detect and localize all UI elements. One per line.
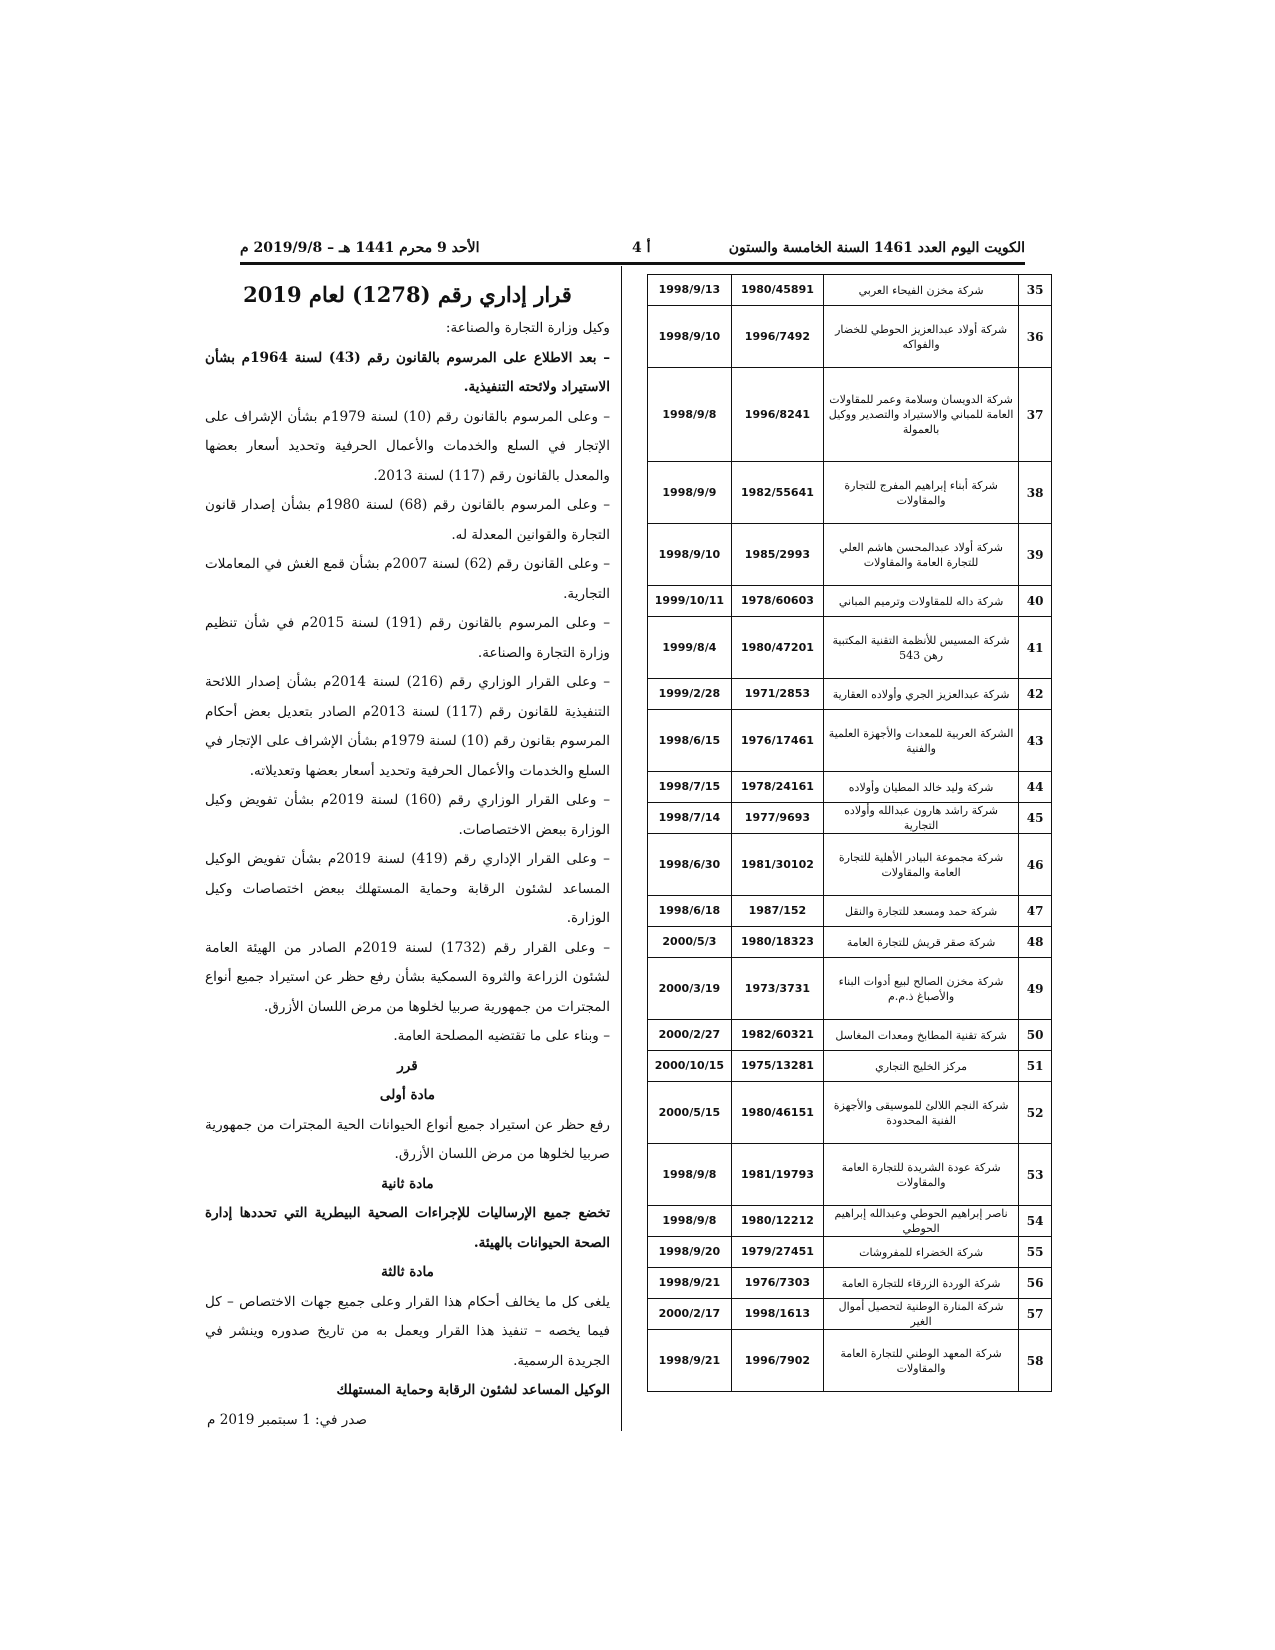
table-row [648,834,1052,896]
article-1-text: رفع حظر عن استيراد جميع أنواع الحيوانات الحية المجترات من جمهورية صربيا لخلوها من مرض اللسان الأزرق. [205,1116,610,1162]
company-name: شركة الوردة الزرقاء للتجارة العامة [824,1268,1019,1299]
registration-number: 1977/9693 [731,803,823,834]
registration-number: 1987/152 [731,896,823,927]
companies-table-body [648,275,1052,1392]
company-name: شركة الخضراء للمفروشات [824,1237,1019,1268]
preamble-7: – وعلى القرار الوزاري رقم (160) لسنة 2019م بشأن تفويض وكيل الوزارة ببعض الاختصاصات. [205,792,611,838]
article-3-title: مادة ثالثة [381,1264,434,1280]
table-row [648,896,1052,927]
registration-number: 1982/55641 [731,462,823,524]
article-1-title: مادة أولى [379,1087,436,1103]
registration-date: 1998/9/13 [648,275,732,306]
registration-number: 1981/19793 [731,1144,823,1206]
preamble-10: – وبناء على ما تقتضيه المصلحة العامة. [393,1028,610,1044]
registration-date: 1998/6/18 [648,896,732,927]
registration-number: 1980/18323 [731,927,823,958]
row-number: 35 [1019,275,1052,306]
table-row [648,275,1052,306]
registration-number: 1980/46151 [731,1082,823,1144]
page-number: أ 4 [632,240,651,256]
registration-number: 1996/7492 [731,306,823,368]
row-number: 37 [1019,368,1052,462]
company-name: شركة صقر قريش للتجارة العامة [824,927,1019,958]
company-name: شركة داله للمقاولات وترميم المباني [824,586,1019,617]
registration-number: 1978/24161 [731,772,823,803]
row-number: 56 [1019,1268,1052,1299]
row-number: 58 [1019,1330,1052,1392]
registration-number: 1979/27451 [731,1237,823,1268]
preamble-4: – وعلى القانون رقم (62) لسنة 2007م بشأن قمع الغش في المعاملات التجارية. [205,556,610,602]
registration-number: 1982/60321 [731,1020,823,1051]
administrative-decision [205,276,610,1435]
table-row [648,1330,1052,1392]
registration-date: 1999/10/11 [648,586,732,617]
row-number: 51 [1019,1051,1052,1082]
article-3-text: يلغى كل ما يخالف أحكام هذا القرار وعلى جميع جهات الاختصاص – كل فيما يخصه – تنفيذ هذا القرار ويعمل به من تاريخ صدوره وينشر في الجريدة الرسمية. [205,1293,610,1369]
company-name: شركة تقنية المطابخ ومعدات المغاسل [824,1020,1019,1051]
preamble-3: – وعلى المرسوم بالقانون رقم (68) لسنة 1980م بشأن إصدار قانون التجارة والقوانين المعدلة له. [205,497,610,543]
decided-heading: قرر [397,1057,418,1074]
preamble-1: – بعد الاطلاع على المرسوم بالقانون رقم (43) لسنة 1964م بشأن الاستيراد ولائحته التنفيذية. [205,349,611,395]
table-row [648,679,1052,710]
registration-number: 1976/7303 [731,1268,823,1299]
registration-date: 2000/2/17 [648,1299,732,1330]
table-row [648,462,1052,524]
table-row [648,1206,1052,1237]
registration-date: 2000/5/15 [648,1082,732,1144]
preamble-8: – وعلى القرار الإداري رقم (419) لسنة 2019م بشأن تفويض الوكيل المساعد لشئون الرقابة وحماية المستهلك ببعض اختصاصات وكيل الوزارة. [205,851,610,926]
registration-number: 1975/13281 [731,1051,823,1082]
registration-date: 1998/9/20 [648,1237,732,1268]
company-name: شركة المعهد الوطني للتجارة العامة والمقاولات [824,1330,1019,1392]
row-number: 43 [1019,710,1052,772]
registration-date: 1998/9/9 [648,462,732,524]
registration-date: 2000/5/3 [648,927,732,958]
company-name: شركة عودة الشريدة للتجارة العامة والمقاولات [824,1144,1019,1206]
preamble-6: – وعلى القرار الوزاري رقم (216) لسنة 2014م بشأن إصدار اللائحة التنفيذية للقانون رقم (117) لسنة 2013م الصادر بتعديل بعض أحكام المرسوم بقانون رقم (10) لسنة 1979م بشأن الإشراف على الإتجار في السلع والخدمات والأعمال الحرفية وتحديد أسعار بعضها وتعديلاته. [205,674,611,779]
table-row [648,1268,1052,1299]
signatory-title: الوكيل المساعد لشئون الرقابة وحماية المستهلك [336,1382,610,1398]
registration-date: 1998/6/15 [648,710,732,772]
page-header [240,240,1025,265]
row-number: 47 [1019,896,1052,927]
decision-title: قرار إداري رقم (1278) لعام 2019 [243,282,572,307]
registration-date: 1999/2/28 [648,679,732,710]
registration-date: 1999/8/4 [648,617,732,679]
table-row [648,1144,1052,1206]
article-2-title: مادة ثانية [381,1175,434,1192]
company-name: شركة وليد خالد المطيان وأولاده [824,772,1019,803]
registration-number: 1985/2993 [731,524,823,586]
row-number: 55 [1019,1237,1052,1268]
company-name: شركة النجم اللالئ للموسيقى والأجهزة الفنية المحدودة [824,1082,1019,1144]
row-number: 38 [1019,462,1052,524]
registration-number: 1998/1613 [731,1299,823,1330]
row-number: 40 [1019,586,1052,617]
table-row [648,1051,1052,1082]
company-name: مركز الخليج التجاري [824,1051,1019,1082]
registration-number: 1980/47201 [731,617,823,679]
company-name: ناصر إبراهيم الحوطي وعبدالله إبراهيم الحوطي [824,1206,1019,1237]
company-name: شركة مجموعة البيادر الأهلية للتجارة العامة والمقاولات [824,834,1019,896]
company-name: شركة مخزن الفيحاء العربي [824,275,1019,306]
table-row [648,772,1052,803]
registration-date: 1998/9/8 [648,1144,732,1206]
preamble-5: – وعلى المرسوم بالقانون رقم (191) لسنة 2015م في شأن تنظيم وزارة التجارة والصناعة. [205,615,610,661]
row-number: 48 [1019,927,1052,958]
company-name: شركة مخزن الصالح لبيع أدوات البناء والأصباغ ذ.م.م [824,958,1019,1020]
article-2-text: تخضع جميع الإرساليات للإجراءات الصحية البيطرية التي تحددها إدارة الصحة الحيوانات بالهيئة. [205,1205,610,1251]
registration-number: 1978/60603 [731,586,823,617]
table-row [648,803,1052,834]
row-number: 41 [1019,617,1052,679]
table-row [648,368,1052,462]
companies-table [647,274,1052,1392]
registration-date: 1998/7/15 [648,772,732,803]
table-row [648,1237,1052,1268]
registration-number: 1976/17461 [731,710,823,772]
registration-date: 1998/6/30 [648,834,732,896]
row-number: 49 [1019,958,1052,1020]
table-row [648,617,1052,679]
column-divider [621,266,622,1431]
registration-date: 1998/9/21 [648,1268,732,1299]
table-row [648,958,1052,1020]
company-name: شركة راشد هارون عبدالله وأولاده التجارية [824,803,1019,834]
row-number: 42 [1019,679,1052,710]
registration-number: 1971/2853 [731,679,823,710]
row-number: 54 [1019,1206,1052,1237]
row-number: 44 [1019,772,1052,803]
table-row [648,1020,1052,1051]
registration-date: 1998/7/14 [648,803,732,834]
registration-date: 2000/2/27 [648,1020,732,1051]
table-row [648,586,1052,617]
company-name: شركة المنارة الوطنية لتحصيل أموال الغير [824,1299,1019,1330]
company-name: شركة المسيس للأنظمة التقنية المكتبية رهن 543 [824,617,1019,679]
registration-number: 1996/7902 [731,1330,823,1392]
row-number: 52 [1019,1082,1052,1144]
registration-number: 1980/12212 [731,1206,823,1237]
registration-date: 1998/9/8 [648,368,732,462]
registration-date: 1998/9/10 [648,524,732,586]
row-number: 50 [1019,1020,1052,1051]
gazette-issue: الكويت اليوم العدد 1461 السنة الخامسة والستون [728,240,1025,256]
company-name: الشركة العربية للمعدات والأجهزة العلمية والفنية [824,710,1019,772]
row-number: 53 [1019,1144,1052,1206]
table-row [648,524,1052,586]
registration-date: 1998/9/21 [648,1330,732,1392]
company-name: شركة الدويسان وسلامة وعمر للمقاولات العامة للمباني والاستيراد والتصدير ووكيل بالعمولة [824,368,1019,462]
row-number: 46 [1019,834,1052,896]
table-row [648,1082,1052,1144]
table-row [648,306,1052,368]
registration-date: 2000/10/15 [648,1051,732,1082]
registration-date: 1998/9/10 [648,306,732,368]
registration-date: 1998/9/8 [648,1206,732,1237]
registration-number: 1981/30102 [731,834,823,896]
table-row [648,710,1052,772]
registration-date: 2000/3/19 [648,958,732,1020]
issue-date: الأحد 9 محرم 1441 هـ – 2019/9/8 م [240,240,480,256]
registration-number: 1973/3731 [731,958,823,1020]
preamble-2: – وعلى المرسوم بالقانون رقم (10) لسنة 1979م بشأن الإشراف على الإتجار في السلع والخدمات والأعمال الحرفية وتحديد أسعار بعضها والمعدل بالقانون رقم (117) لسنة 2013. [205,408,610,484]
row-number: 45 [1019,803,1052,834]
company-name: شركة أولاد عبدالعزيز الحوطي للخضار والفواكه [824,306,1019,368]
table-row [648,927,1052,958]
company-name: شركة أولاد عبدالمحسن هاشم العلي للتجارة العامة والمقاولات [824,524,1019,586]
registration-number: 1980/45891 [731,275,823,306]
company-name: شركة عبدالعزيز الجري وأولاده العقارية [824,679,1019,710]
row-number: 39 [1019,524,1052,586]
row-number: 36 [1019,306,1052,368]
company-name: شركة حمد ومسعد للتجارة والنقل [824,896,1019,927]
table-row [648,1299,1052,1330]
issue-date-line: صدر في: 1 سبتمبر 2019 م [207,1411,368,1428]
registration-number: 1996/8241 [731,368,823,462]
row-number: 57 [1019,1299,1052,1330]
decision-intro: وكيل وزارة التجارة والصناعة: [445,320,610,336]
company-name: شركة أبناء إبراهيم المفرج للتجارة والمقاولات [824,462,1019,524]
preamble-9: – وعلى القرار رقم (1732) لسنة 2019م الصادر من الهيئة العامة لشئون الزراعة والثروة السمكية بشأن رفع حظر عن استيراد جميع أنواع المجترات من جمهورية صربيا لخلوها من مرض اللسان الأزرق. [205,939,610,1015]
